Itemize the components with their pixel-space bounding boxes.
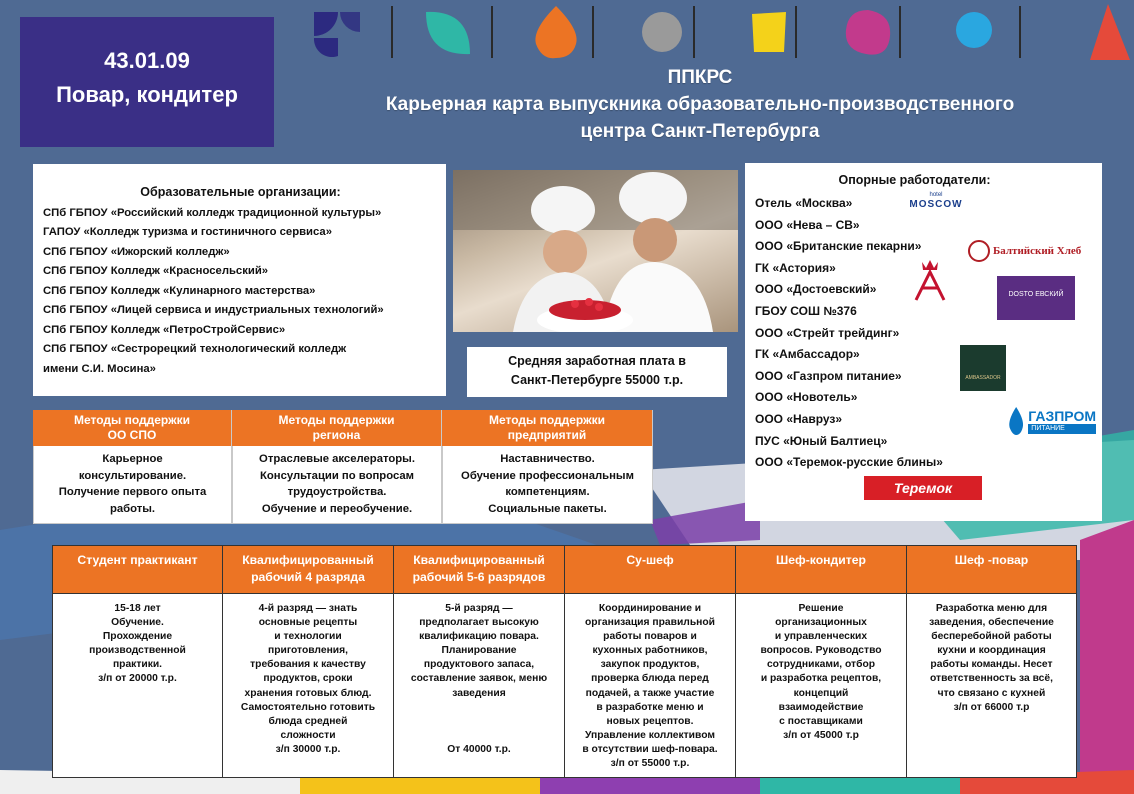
hotel-moscow-logo: hotel MOSCOW: [909, 192, 963, 210]
drop-icon: [535, 6, 576, 58]
title-line-2: Карьерная карта выпускника образовательно-производственного: [385, 94, 1015, 115]
methods-column: [33, 410, 232, 524]
career-stage-description: 5-й разряд — предполагает высокую квалификацию повара. Планирование продуктового запаса, составление заявок, меню заведения От 40000 т.р.: [410, 603, 548, 755]
career-stage-description: Разработка меню для заведения, обеспечение бесперебойной работы кухни и координация работы команды. Несет ответственность за всё, что связано с кухней з/п от 66000 т.р: [929, 603, 1054, 713]
specialty-code: 43.01.09: [104, 48, 190, 73]
average-salary-box: [467, 347, 727, 397]
list-item: ООО «Достоевский»: [755, 282, 877, 297]
list-item: СПб ГБПОУ Колледж «ПетроСтройСервис»: [43, 323, 286, 336]
list-item: ООО «Нева – СВ»: [755, 217, 860, 232]
list-item: ООО «Навруз»: [755, 411, 843, 426]
career-stage-title: Студент практикант: [53, 546, 222, 594]
methods-column: [442, 410, 653, 524]
career-stage: [565, 546, 736, 777]
support-methods-table: [33, 410, 653, 524]
list-item: ООО «Стрейт трейдинг»: [755, 325, 900, 340]
education-heading: Образовательные организации:: [140, 185, 341, 199]
blob-icon: [846, 10, 890, 55]
title-line-3: центра Санкт-Петербурга: [580, 121, 820, 142]
list-item: имени С.И. Мосина»: [43, 362, 156, 375]
methods-header: Методы поддержки предприятий: [442, 410, 653, 446]
list-item: Отель «Москва»: [755, 196, 853, 210]
career-stage: [736, 546, 907, 777]
career-stage-description: Координирование и организация правильной работы поваров и кухонных работников, закупок продуктов, проверка блюда перед подачей, а также участие в разработке меню и новых рецептов. Управление коллективом в отсутствии шеф-повара. з/п от 55000 т.р.: [582, 603, 718, 770]
list-item: СПб ГБПОУ «Российский колледж традиционной культуры»: [43, 206, 382, 219]
flower-icon: [642, 12, 682, 52]
cup-icon: [752, 12, 786, 52]
list-item: ГАПОУ «Колледж туризма и гостиничного сервиса»: [43, 226, 332, 238]
methods-header: Методы поддержки региона: [232, 410, 442, 446]
employers-heading: Опорные работодатели:: [838, 173, 991, 187]
baltic-bread-logo: Балтийский Хлеб: [968, 237, 1096, 265]
career-stage-title: Квалифицированный рабочий 4 разряда: [223, 546, 393, 594]
list-item: ООО «Теремок-русские блины»: [755, 455, 943, 470]
career-path-table: [52, 545, 1077, 778]
methods-header: Методы поддержки ОО СПО: [33, 410, 232, 446]
gazprom-logo: ГАЗПРОМ ПИТАНИЕ: [1004, 400, 1096, 442]
teremok-logo: Теремок: [864, 476, 982, 500]
flame-icon: [1004, 404, 1028, 438]
list-item: ГК «Астория»: [755, 260, 836, 275]
career-stage-title: Квалифицированный рабочий 5-6 разрядов: [394, 546, 564, 594]
list-item: СПб ГБПОУ Колледж «Кулинарного мастерства»: [43, 284, 316, 297]
list-item: ООО «Газпром питание»: [755, 368, 902, 383]
title-line-1: ППКРС: [667, 67, 733, 88]
methods-column: [232, 410, 442, 524]
salary-line-2: Санкт-Петербурге 55000 т.р.: [510, 373, 684, 387]
methods-body: Карьерное консультирование. Получение первого опыта работы.: [33, 446, 232, 524]
career-stage-title: Су-шеф: [565, 546, 735, 594]
career-stage: [53, 546, 223, 777]
list-item: СПб ГБПОУ Колледж «Красносельский»: [43, 265, 269, 277]
dostoevsky-logo: DOSTO ЕВСКИЙ: [997, 276, 1075, 320]
crown-a-icon: [908, 258, 952, 304]
specialty-code-box: [20, 17, 274, 147]
career-stage: [907, 546, 1076, 777]
list-item: ГБОУ СОШ №376: [755, 303, 857, 318]
page-title: [290, 64, 1110, 145]
career-stage-description: 15-18 лет Обучение. Прохождение производственной практики. з/п от 20000 т.р.: [89, 603, 186, 685]
career-stage-description: Решение организационных и управленческих вопросов. Руководство сотрудниками, отбор и разработка рецептов, концепций взаимодействие с поставщиками з/п от 45000 т.р: [760, 603, 882, 741]
career-stage-title: Шеф -повар: [907, 546, 1076, 594]
list-item: ПУС «Юный Балтиец»: [755, 433, 888, 448]
triangle-icon: [1090, 4, 1130, 60]
career-stage: [223, 546, 394, 777]
chefs-illustration: [453, 170, 738, 332]
career-stage-title: Шеф-кондитер: [736, 546, 906, 594]
astoria-logo: [908, 258, 952, 304]
career-stage: [394, 546, 565, 777]
profession-name: Повар, кондитер: [56, 82, 238, 107]
list-item: СПб ГБПОУ «Лицей сервиса и индустриальных технологий»: [43, 304, 384, 316]
list-item: ООО «Британские пекарни»: [755, 239, 922, 254]
list-item: СПб ГБПОУ «Сестрорецкий технологический колледж: [43, 343, 347, 355]
list-item: СПб ГБПОУ «Ижорский колледж»: [43, 245, 230, 258]
wreath-icon: [968, 240, 990, 262]
methods-body: Наставничество. Обучение профессиональным компетенциям. Социальные пакеты.: [442, 446, 653, 524]
education-panel: [33, 164, 446, 396]
methods-body: Отраслевые акселераторы. Консультации по вопросам трудоустройства. Обучение и переобучение.: [232, 446, 442, 524]
career-stage-description: 4-й разряд — знать основные рецепты и технологии приготовления, требования к качеству продуктов, сроки хранения готовых блюд. Самостоятельно готовить блюда средней сложности з/п 30000 т.р.: [240, 603, 376, 755]
list-item: ГК «Амбассадор»: [755, 347, 860, 362]
salary-line-1: Средняя заработная плата в: [508, 354, 686, 368]
gear-icon: [956, 12, 992, 48]
decorative-shapes: [300, 0, 1134, 64]
education-list: [43, 204, 438, 380]
ambassador-logo: AMBASSADOR: [960, 345, 1006, 391]
quarter-circle-icon: [314, 12, 360, 57]
chefs-photo: [453, 170, 738, 332]
list-item: ООО «Новотель»: [755, 390, 858, 405]
employers-panel: [745, 163, 1102, 521]
leaf-icon: [426, 12, 470, 54]
